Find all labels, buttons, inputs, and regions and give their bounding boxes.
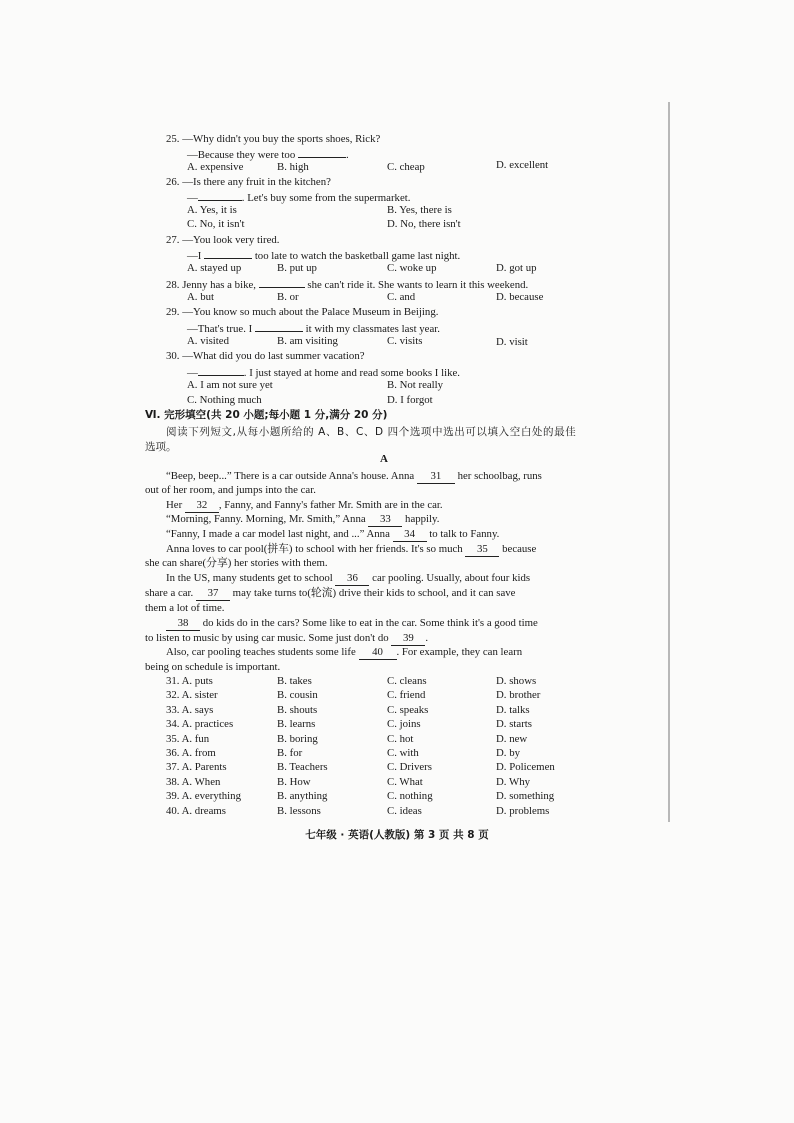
question-30-answer-line: — . I just stayed at home and read some books I like. [187, 364, 460, 380]
cloze-option: B. takes [277, 675, 312, 687]
option: C. woke up [387, 262, 437, 274]
question-28: 28. Jenny has a bike, she can't ride it. She wants to learn it this weekend. [166, 276, 528, 292]
cloze-option: C. friend [387, 689, 426, 702]
cloze-option-row: 33. A. says [166, 703, 214, 716]
question-30: 30. —What did you do last summer vacation? [166, 350, 365, 362]
option: D. excellent [496, 159, 549, 171]
page-footer: 七年级 · 英语(人教版) 第 3 页 共 8 页 [305, 829, 489, 841]
question-25-answer-line: —Because they were too . [187, 146, 349, 162]
option: D. visit [496, 336, 528, 348]
passage-line: being on schedule is important. [145, 661, 281, 673]
cloze-option: B. boring [277, 732, 318, 745]
passage-line: Also, car pooling teaches students some life 40 . For example, they can learn [166, 646, 523, 658]
option: C. Nothing much [187, 394, 262, 406]
blank-33: 33 [368, 512, 402, 527]
cloze-option: C. ideas [387, 804, 422, 817]
cloze-option: D. talks [496, 703, 530, 716]
section-instructions: 阅读下列短文,从每小题所给的 A、B、C、D 四个选项中选出可以填入空白处的最佳 [166, 426, 577, 438]
cloze-option-row: 32. A. sister [166, 689, 218, 702]
passage-line: to listen to music by using car music. Some just don't do 39 . [145, 632, 429, 644]
cloze-option: B. anything [277, 790, 328, 803]
blank-32: 32 [185, 498, 219, 513]
option: C. and [387, 291, 416, 303]
cloze-option: B. learns [277, 718, 316, 731]
option: D. got up [496, 262, 537, 274]
question-29-answer-line: —That's true. I it with my classmates last year. [187, 320, 440, 336]
option: D. because [496, 291, 544, 303]
passage-line: Her 32 , Fanny, and Fanny's father Mr. Smith are in the car. [166, 499, 443, 511]
section-title: Ⅵ. 完形填空(共 20 小题;每小题 1 分,满分 20 分) [145, 409, 388, 421]
cloze-option: D. Policemen [496, 761, 555, 774]
blank-36: 36 [335, 571, 369, 586]
cloze-option-row: 35. A. fun [166, 732, 210, 745]
option: C. cheap [387, 161, 425, 173]
passage-line: 38 do kids do in the cars? Some like to eat in the car. Some think it's a good time [166, 616, 538, 631]
cloze-option: D. by [496, 747, 520, 759]
cloze-option: C. nothing [387, 790, 433, 803]
cloze-option: B. Teachers [277, 761, 328, 774]
blank-39: 39 [391, 631, 425, 646]
option: A. stayed up [187, 262, 242, 274]
cloze-option: D. Why [496, 775, 530, 788]
option: B. high [277, 161, 309, 173]
blank-35: 35 [465, 542, 499, 557]
question-25: 25. —Why didn't you buy the sports shoes, Rick? [166, 133, 381, 145]
blank-40: 40 [359, 645, 397, 660]
passage-line: In the US, many students get to school 36 car pooling. Usually, about four kids [166, 572, 531, 584]
cloze-option: C. What [387, 775, 423, 788]
cloze-option: C. Drivers [387, 761, 432, 774]
passage-line: share a car. 37 may take turns to(轮流) drive their kids to school, and it can save [145, 587, 516, 599]
option: B. Not really [387, 379, 444, 391]
question-29: 29. —You know so much about the Palace Museum in Beijing. [166, 306, 439, 318]
cloze-option: D. new [496, 732, 528, 745]
cloze-option-row: 34. A. practices [166, 718, 234, 731]
cloze-option: B. cousin [277, 689, 318, 702]
option: D. No, there isn't [387, 218, 461, 230]
cloze-option: D. problems [496, 804, 550, 817]
passage-line: them a lot of time. [145, 602, 225, 614]
cloze-option-row: 38. A. When [166, 775, 221, 788]
cloze-option: C. joins [387, 718, 421, 731]
cloze-option-row: 40. A. dreams [166, 804, 226, 817]
option: A. Yes, it is [187, 204, 237, 216]
cloze-option: C. cleans [387, 675, 427, 687]
option: B. or [277, 291, 299, 303]
option: A. visited [187, 335, 229, 347]
passage-line: Anna loves to car pool(拼车) to school with her friends. It's so much 35 because [166, 543, 537, 555]
cloze-option-row: 31. A. puts [166, 675, 213, 687]
question-27-answer-line: —I too late to watch the basketball game last night. [187, 247, 460, 263]
option: B. am visiting [277, 335, 338, 347]
cloze-option: D. brother [496, 689, 541, 702]
blank-38: 38 [166, 616, 200, 631]
option: A. but [187, 291, 214, 303]
cloze-option: B. for [277, 747, 303, 759]
option: A. expensive [187, 161, 244, 173]
passage-label: A [380, 453, 388, 465]
option: B. put up [277, 262, 317, 274]
cloze-option: C. hot [387, 732, 414, 745]
section-instructions-cont: 选项。 [145, 441, 177, 453]
question-26: 26. —Is there any fruit in the kitchen? [166, 176, 331, 188]
blank-37: 37 [196, 586, 230, 601]
passage-line: out of her room, and jumps into the car. [145, 484, 316, 496]
cloze-option: C. speaks [387, 703, 429, 716]
passage-line: “Morning, Fanny. Morning, Mr. Smith,” Anna 33 happily. [166, 513, 440, 525]
blank-34: 34 [393, 527, 427, 542]
cloze-option: B. shouts [277, 703, 318, 716]
passage-line: she can share(分享) her stories with them. [145, 557, 328, 569]
cloze-option: C. with [387, 747, 419, 759]
option: D. I forgot [387, 394, 433, 406]
cloze-option: B. lessons [277, 804, 321, 817]
passage-line: “Fanny, I made a car model last night, and ...” Anna 34 to talk to Fanny. [166, 528, 500, 540]
option: B. Yes, there is [387, 204, 452, 216]
cloze-option-row: 39. A. everything [166, 790, 241, 803]
option: C. No, it isn't [187, 218, 245, 230]
cloze-option: D. shows [496, 675, 537, 687]
option: A. I am not sure yet [187, 379, 273, 391]
cloze-option-row: 37. A. Parents [166, 761, 227, 774]
passage-line: “Beep, beep...” There is a car outside Anna's house. Anna 31 her schoolbag, runs [166, 470, 542, 482]
cloze-option-row: 36. A. from [166, 747, 216, 759]
cloze-option: B. How [277, 775, 311, 788]
cloze-option: D. starts [496, 718, 532, 731]
question-26-answer-line: — . Let's buy some from the supermarket. [187, 189, 410, 205]
cloze-option: D. something [496, 790, 555, 803]
scan-fold-line [668, 102, 670, 822]
blank-31: 31 [417, 469, 455, 484]
option: C. visits [387, 335, 423, 347]
question-27: 27. —You look very tired. [166, 234, 280, 246]
